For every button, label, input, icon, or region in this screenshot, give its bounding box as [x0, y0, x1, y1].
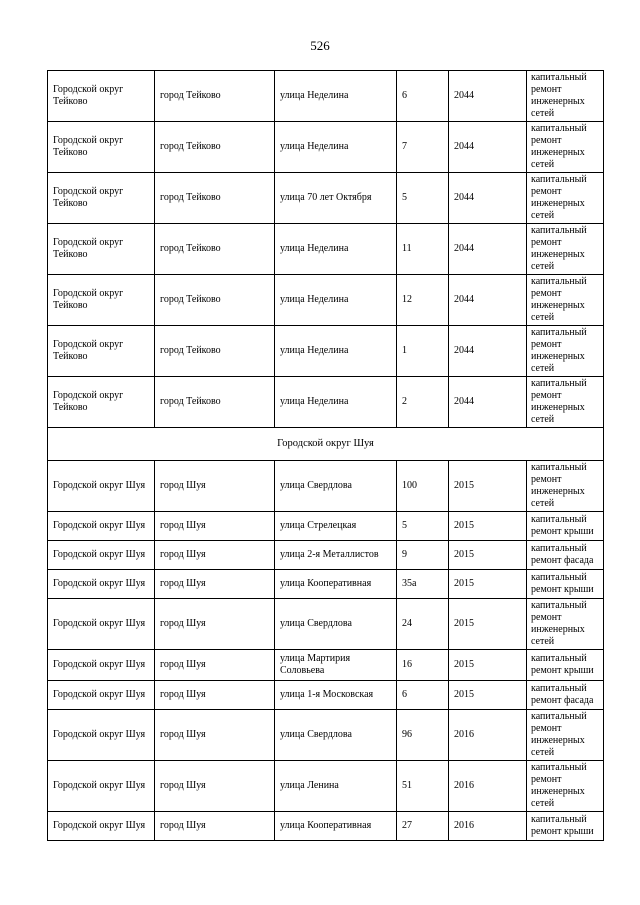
- city-cell: город Шуя: [155, 461, 275, 512]
- municipality-cell: Городской округ Тейково: [48, 224, 155, 275]
- section-row: [48, 428, 604, 461]
- house-number-cell: 5: [397, 512, 449, 541]
- municipality-cell: Городской округ Тейково: [48, 377, 155, 428]
- street-cell: улица Стрелецкая: [275, 512, 397, 541]
- house-number-cell: 96: [397, 710, 449, 761]
- work-type-cell: капитальный ремонт инженерных сетей: [527, 71, 604, 122]
- city-cell: город Тейково: [155, 377, 275, 428]
- year-cell: 2044: [449, 71, 527, 122]
- table-row: [48, 681, 604, 710]
- table-row: [48, 512, 604, 541]
- year-cell: 2044: [449, 275, 527, 326]
- table-row: [48, 326, 604, 377]
- street-cell: улица 2-я Металлистов: [275, 541, 397, 570]
- house-number-cell: 1: [397, 326, 449, 377]
- street-cell: улица Неделина: [275, 71, 397, 122]
- house-number-cell: 9: [397, 541, 449, 570]
- work-type-cell: капитальный ремонт инженерных сетей: [527, 461, 604, 512]
- street-cell: улица Неделина: [275, 326, 397, 377]
- year-cell: 2015: [449, 570, 527, 599]
- year-cell: 2044: [449, 377, 527, 428]
- work-type-cell: капитальный ремонт инженерных сетей: [527, 326, 604, 377]
- street-cell: улица Свердлова: [275, 599, 397, 650]
- city-cell: город Тейково: [155, 71, 275, 122]
- city-cell: город Тейково: [155, 326, 275, 377]
- municipality-cell: Городской округ Шуя: [48, 541, 155, 570]
- municipality-cell: Городской округ Шуя: [48, 570, 155, 599]
- table-body: [48, 71, 604, 841]
- house-number-cell: 5: [397, 173, 449, 224]
- street-cell: улица Свердлова: [275, 710, 397, 761]
- municipality-cell: Городской округ Шуя: [48, 710, 155, 761]
- street-cell: улица Неделина: [275, 275, 397, 326]
- city-cell: город Шуя: [155, 650, 275, 681]
- city-cell: город Шуя: [155, 541, 275, 570]
- table-row: [48, 377, 604, 428]
- city-cell: город Шуя: [155, 512, 275, 541]
- year-cell: 2044: [449, 326, 527, 377]
- city-cell: город Шуя: [155, 599, 275, 650]
- work-type-cell: капитальный ремонт инженерных сетей: [527, 275, 604, 326]
- municipality-cell: Городской округ Тейково: [48, 326, 155, 377]
- year-cell: 2015: [449, 512, 527, 541]
- city-cell: город Шуя: [155, 812, 275, 841]
- city-cell: город Шуя: [155, 681, 275, 710]
- table-row: [48, 173, 604, 224]
- municipality-cell: Городской округ Тейково: [48, 122, 155, 173]
- house-number-cell: 27: [397, 812, 449, 841]
- house-number-cell: 12: [397, 275, 449, 326]
- work-type-cell: капитальный ремонт фасада: [527, 681, 604, 710]
- municipality-cell: Городской округ Шуя: [48, 812, 155, 841]
- year-cell: 2015: [449, 681, 527, 710]
- house-number-cell: 16: [397, 650, 449, 681]
- table-row: [48, 599, 604, 650]
- work-type-cell: капитальный ремонт инженерных сетей: [527, 710, 604, 761]
- house-number-cell: 7: [397, 122, 449, 173]
- work-type-cell: капитальный ремонт крыши: [527, 570, 604, 599]
- street-cell: улица Неделина: [275, 122, 397, 173]
- city-cell: город Тейково: [155, 224, 275, 275]
- page-number: 526: [310, 38, 330, 53]
- year-cell: 2015: [449, 599, 527, 650]
- year-cell: 2044: [449, 224, 527, 275]
- work-type-cell: капитальный ремонт инженерных сетей: [527, 377, 604, 428]
- year-cell: 2044: [449, 122, 527, 173]
- house-number-cell: 35а: [397, 570, 449, 599]
- municipality-cell: Городской округ Тейково: [48, 173, 155, 224]
- work-type-cell: капитальный ремонт инженерных сетей: [527, 224, 604, 275]
- street-cell: улица 1-я Московская: [275, 681, 397, 710]
- work-type-cell: капитальный ремонт инженерных сетей: [527, 173, 604, 224]
- city-cell: город Шуя: [155, 570, 275, 599]
- table-row: [48, 122, 604, 173]
- table-row: [48, 812, 604, 841]
- table-row: [48, 461, 604, 512]
- municipality-cell: Городской округ Шуя: [48, 650, 155, 681]
- year-cell: 2015: [449, 461, 527, 512]
- table-row: [48, 650, 604, 681]
- table-row: [48, 710, 604, 761]
- year-cell: 2044: [449, 173, 527, 224]
- house-number-cell: 6: [397, 681, 449, 710]
- work-type-cell: капитальный ремонт крыши: [527, 512, 604, 541]
- year-cell: 2016: [449, 761, 527, 812]
- table-row: [48, 71, 604, 122]
- city-cell: город Тейково: [155, 275, 275, 326]
- section-title: Городской округ Шуя: [48, 428, 604, 461]
- municipality-cell: Городской округ Шуя: [48, 761, 155, 812]
- house-number-cell: 100: [397, 461, 449, 512]
- municipality-cell: Городской округ Тейково: [48, 275, 155, 326]
- table-row: [48, 570, 604, 599]
- municipality-cell: Городской округ Шуя: [48, 512, 155, 541]
- house-number-cell: 51: [397, 761, 449, 812]
- year-cell: 2015: [449, 541, 527, 570]
- street-cell: улица Кооперативная: [275, 570, 397, 599]
- work-type-cell: капитальный ремонт крыши: [527, 812, 604, 841]
- work-type-cell: капитальный ремонт инженерных сетей: [527, 761, 604, 812]
- work-type-cell: капитальный ремонт крыши: [527, 650, 604, 681]
- work-type-cell: капитальный ремонт инженерных сетей: [527, 122, 604, 173]
- municipality-cell: Городской округ Тейково: [48, 71, 155, 122]
- city-cell: город Тейково: [155, 122, 275, 173]
- table-row: [48, 224, 604, 275]
- year-cell: 2015: [449, 650, 527, 681]
- house-number-cell: 24: [397, 599, 449, 650]
- table-row: [48, 275, 604, 326]
- work-type-cell: капитальный ремонт фасада: [527, 541, 604, 570]
- house-number-cell: 11: [397, 224, 449, 275]
- street-cell: улица Неделина: [275, 224, 397, 275]
- municipality-cell: Городской округ Шуя: [48, 461, 155, 512]
- municipality-cell: Городской округ Шуя: [48, 681, 155, 710]
- street-cell: улица Кооперативная: [275, 812, 397, 841]
- street-cell: улица Мартирия Соловьева: [275, 650, 397, 681]
- table-row: [48, 761, 604, 812]
- city-cell: город Шуя: [155, 761, 275, 812]
- repair-schedule-table: [47, 70, 604, 841]
- street-cell: улица Свердлова: [275, 461, 397, 512]
- year-cell: 2016: [449, 812, 527, 841]
- street-cell: улица 70 лет Октября: [275, 173, 397, 224]
- city-cell: город Тейково: [155, 173, 275, 224]
- year-cell: 2016: [449, 710, 527, 761]
- municipality-cell: Городской округ Шуя: [48, 599, 155, 650]
- street-cell: улица Ленина: [275, 761, 397, 812]
- house-number-cell: 6: [397, 71, 449, 122]
- city-cell: город Шуя: [155, 710, 275, 761]
- table-row: [48, 541, 604, 570]
- work-type-cell: капитальный ремонт инженерных сетей: [527, 599, 604, 650]
- street-cell: улица Неделина: [275, 377, 397, 428]
- house-number-cell: 2: [397, 377, 449, 428]
